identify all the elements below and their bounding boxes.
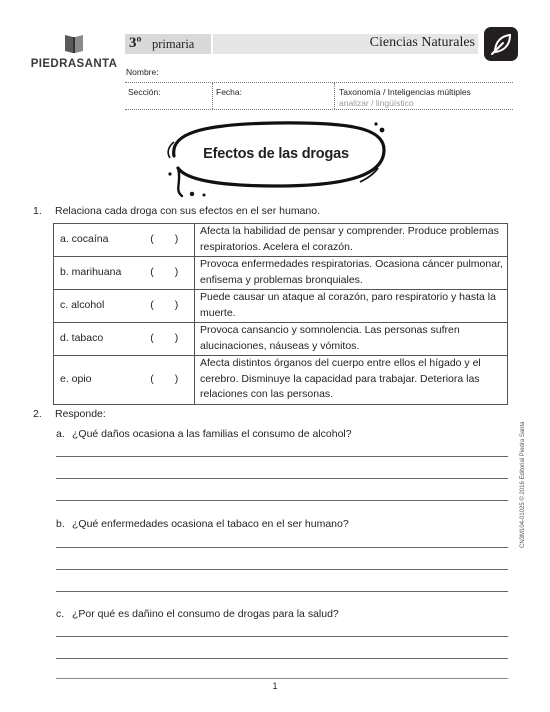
divider xyxy=(212,83,213,109)
answer-line[interactable] xyxy=(56,456,508,457)
answer-parentheses[interactable]: ( ) xyxy=(139,257,195,290)
table-row xyxy=(54,290,508,323)
subject-bar xyxy=(213,34,478,54)
name-field-label: Nombre: xyxy=(126,67,159,77)
answer-line[interactable] xyxy=(56,658,508,659)
divider xyxy=(334,83,335,109)
effect-description: Afecta distintos órganos del cuerpo entre ellos el hígado y el cerebro. Disminuye la capacidad para trabajar. Deteriora las relaciones con las personas. xyxy=(195,356,508,405)
matching-table xyxy=(53,223,508,405)
grade-number: 3º xyxy=(129,35,142,51)
date-field-label: Fecha: xyxy=(216,87,242,97)
subquestion-b-text: ¿Qué enfermedades ocasiona el tabaco en el ser humano? xyxy=(72,518,349,530)
answer-line[interactable] xyxy=(56,478,508,479)
subquestion-c-text: ¿Por qué es dañino el consumo de drogas para la salud? xyxy=(72,608,339,620)
question-1-number: 1. xyxy=(33,205,42,217)
answer-parentheses[interactable]: ( ) xyxy=(139,323,195,356)
book-icon xyxy=(63,32,85,54)
header-bottom-line xyxy=(125,109,513,110)
subquestion-a-text: ¿Qué daños ocasiona a las familias el consumo de alcohol? xyxy=(72,428,352,440)
page-title: Efectos de las drogas xyxy=(203,146,349,162)
answer-line[interactable] xyxy=(56,569,508,570)
drug-cell: d. tabaco xyxy=(54,323,139,356)
table-row xyxy=(54,323,508,356)
table-row xyxy=(54,257,508,290)
subquestion-c-letter: c. xyxy=(56,608,65,620)
answer-parentheses[interactable]: ( ) xyxy=(139,290,195,323)
answer-line[interactable] xyxy=(56,636,508,637)
subquestion-b-letter: b. xyxy=(56,518,65,530)
effect-description: Puede causar un ataque al corazón, paro respiratorio y hasta la muerte. xyxy=(195,290,508,323)
taxonomy-label: Taxonomía / Inteligencias múltiples xyxy=(339,87,471,97)
taxonomy-detail: analizar / lingüístico xyxy=(339,98,414,108)
question-2-prompt: Responde: xyxy=(55,408,106,420)
grade-bar xyxy=(125,34,211,54)
leaf-icon xyxy=(484,27,518,61)
footer-rule xyxy=(56,678,508,679)
page-number: 1 xyxy=(272,681,278,691)
table-row xyxy=(54,356,508,405)
answer-line[interactable] xyxy=(56,500,508,501)
table-row xyxy=(54,224,508,257)
publisher-logo xyxy=(28,32,120,74)
question-1-prompt: Relaciona cada droga con sus efectos en el ser humano. xyxy=(55,205,320,217)
effect-description: Afecta la habilidad de pensar y comprender. Produce problemas respiratorios. Acelera el corazón. xyxy=(195,224,508,257)
effect-description: Provoca cansancio y somnolencia. Las personas sufren alucinaciones, náuseas y vómitos. xyxy=(195,323,508,356)
drug-cell: b. marihuana xyxy=(54,257,139,290)
subject-name: Ciencias Naturales xyxy=(369,35,475,50)
grade-label: primaria xyxy=(152,37,195,51)
answer-parentheses[interactable]: ( ) xyxy=(139,224,195,257)
name-answer-line[interactable] xyxy=(125,82,513,83)
title-banner xyxy=(160,116,392,198)
answer-parentheses[interactable]: ( ) xyxy=(139,356,195,405)
answer-line[interactable] xyxy=(56,547,508,548)
section-field-label: Sección: xyxy=(128,87,161,97)
drug-cell: a. cocaína xyxy=(54,224,139,257)
drug-cell: c. alcohol xyxy=(54,290,139,323)
question-2-number: 2. xyxy=(33,408,42,420)
subquestion-a-letter: a. xyxy=(56,428,65,440)
effect-description: Provoca enfermedades respiratorias. Ocasiona cáncer pulmonar, enfisema y problemas bronquiales. xyxy=(195,257,508,290)
copyright-credit: CN3M104-01025 © 2016 Editorial Piedra Santa xyxy=(520,421,526,548)
answer-line[interactable] xyxy=(56,591,508,592)
drug-cell: e. opio xyxy=(54,356,139,405)
publisher-name: PIEDRASANTA xyxy=(30,58,118,70)
